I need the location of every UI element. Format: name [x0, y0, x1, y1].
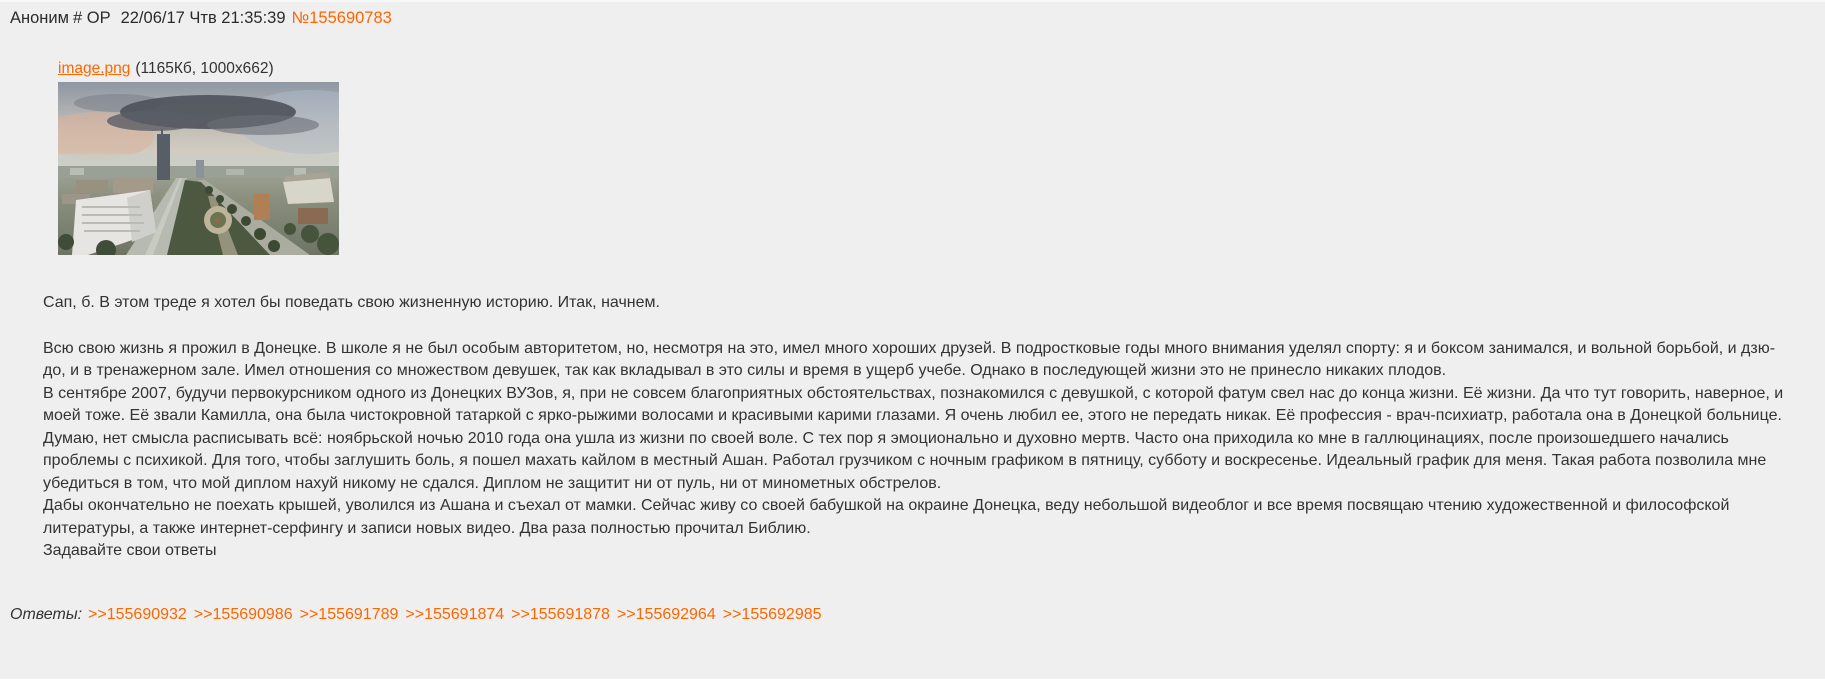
post-paragraph-4: Задавайте свои ответы	[43, 542, 217, 559]
reply-link-7[interactable]: >>155692985	[722, 605, 822, 623]
op-badge: # OP	[72, 9, 111, 27]
post-paragraph-3: Дабы окончательно не поехать крышей, уволился из Ашана и съехал от мамки. Сейчас живу со своей бабушкой на окраине Донецка, веду небольшой видеоблог и все время посвящаю чтению художественной и философской литературы, а также интернет-серфингу и записи новых видео. Два раза полностью прочитал Библию.	[43, 497, 1730, 537]
reply-link-1[interactable]: >>155690932	[88, 605, 187, 623]
reply-link-5[interactable]: >>155691878	[511, 605, 610, 623]
reply-link-2[interactable]: >>155690986	[193, 605, 293, 623]
post-paragraph-1: Всю свою жизнь я прожил в Донецке. В школе я не был особым авторитетом, но, несмотря на это, имел много хороших друзей. В подростковые годы много внимания уделял спорту: я и боксом занимался, и вольной борьбой, и дзю-до, и в тренажерном зале. Имел отношения со множеством девушек, так как вкладывал в это силы и время в ущерб учебе. Однако в последующей жизни это не принесло никаких плодов.	[43, 339, 1776, 379]
post-thumbnail[interactable]	[58, 82, 339, 255]
post-datetime: 22/06/17 Чтв 21:35:39	[120, 9, 286, 27]
post-paragraph-2: В сентябре 2007, будучи первокурсником одного из Донецких ВУЗов, я, при не совсем благоприятных обстоятельствах, познакомился с девушкой, с которой фатум свел нас до конца жизни. Её жизни. Да что тут говорить, наверное, и моей тоже. Её звали Камилла, она была чистокровной татаркой с ярко-рыжими волосами и красивыми карими глазами. Я очень любил ее, этого не передать никак. Её профессия - врач-психиатр, работала она в Донецкой больнице. Думаю, нет смысла расписывать всё: ноябрьской ночью 2010 года она ушла из жизни по своей воле. С тех пор я эмоционально и духовно мертв. Часто она приходила ко мне в галлюцинациях, после произошедшего начались проблемы с психикой. Для того, чтобы заглушить боль, я пошел махать кайлом в местный Ашан. Работал грузчиком с ночным графиком в пятницу, субботу и воскресенье. Идеальный график для меня. Такая работа позволила мне убедиться в том, что мой диплом нахуй никому не сдался. Диплом не защитит ни от пуль, ни от минометных обстрелов.	[43, 384, 1784, 492]
post-number-link[interactable]: №155690783	[291, 9, 392, 27]
post-header	[10, 8, 1790, 28]
replies-footer	[10, 605, 1790, 625]
replies-label: Ответы:	[10, 605, 83, 623]
reply-link-6[interactable]: >>155692964	[616, 605, 716, 623]
post-paragraph-intro: Сап, б. В этом треде я хотел бы поведать свою жизненную историю. Итак, начнем.	[43, 294, 660, 311]
file-attachment	[58, 59, 1790, 260]
cityscape-thumbnail-image	[58, 82, 339, 255]
poster-name: Аноним	[10, 9, 69, 27]
file-info	[58, 59, 1790, 78]
file-name-link[interactable]: image.png	[58, 60, 131, 77]
post-body	[43, 292, 1790, 563]
reply-link-3[interactable]: >>155691789	[299, 605, 399, 623]
reply-link-4[interactable]: >>155691874	[405, 605, 505, 623]
page-edge-top	[0, 0, 1825, 2]
page-edge-bottom	[0, 679, 1825, 684]
file-size-dimensions: (1165Кб, 1000x662)	[135, 60, 274, 77]
